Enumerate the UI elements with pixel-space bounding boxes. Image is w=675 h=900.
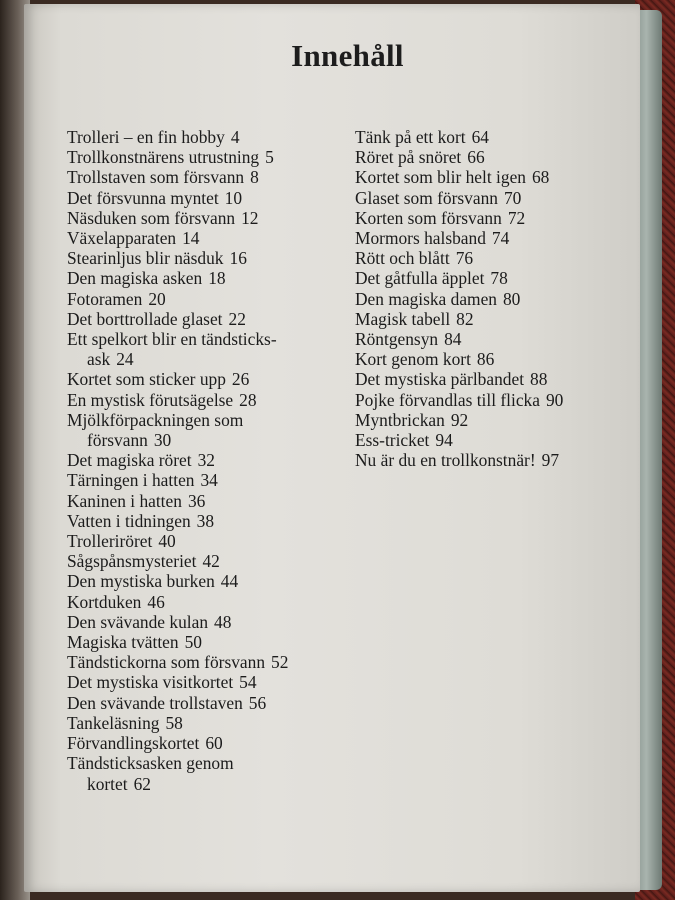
toc-entry-title: Det mystiska pärlbandet	[355, 369, 525, 390]
toc-entry-title: Tändsticksasken genom	[67, 753, 234, 774]
toc-entry	[355, 450, 625, 470]
toc-entry-title: Stearinljus blir näsduk	[67, 248, 224, 269]
toc-entry-title: Korten som försvann	[355, 207, 502, 228]
toc-entry-title: Trollstaven som försvann	[67, 167, 245, 188]
toc-page-number: 80	[502, 288, 521, 309]
toc-page-number: 56	[248, 692, 267, 713]
toc-page-number: 97	[541, 450, 560, 471]
toc-page-number: 8	[250, 167, 259, 188]
toc-entry-title: Glaset som försvann	[355, 187, 498, 208]
toc-entry-title: Den magiska asken	[67, 268, 203, 289]
toc-entry	[67, 531, 357, 551]
toc-entry	[67, 329, 357, 369]
toc-entry	[67, 571, 357, 591]
toc-entry	[67, 167, 357, 187]
toc-entry	[355, 127, 625, 147]
toc-page-number: 90	[545, 389, 564, 410]
toc-entry-title: Ett spelkort blir en tändsticks-	[67, 329, 277, 350]
toc-page-number: 12	[241, 207, 259, 228]
toc-entry-title: Röntgensyn	[355, 329, 439, 350]
toc-page-number: 76	[455, 248, 474, 269]
toc-page-number: 94	[435, 430, 453, 451]
toc-entry	[67, 592, 357, 612]
toc-page-number: 34	[200, 470, 218, 491]
toc-entry	[67, 390, 357, 410]
toc-entry-title: Magisk tabell	[355, 308, 451, 329]
toc-entry	[67, 289, 357, 309]
toc-entry-title: Myntbrickan	[355, 409, 445, 430]
toc-entry-title: Det magiska röret	[67, 450, 192, 471]
toc-entry-title: Vatten i tidningen	[67, 510, 191, 531]
toc-entry	[355, 208, 625, 228]
toc-page-number: 74	[491, 228, 510, 249]
toc-entry	[355, 430, 625, 450]
toc-entry-continuation	[67, 774, 357, 794]
toc-entry-title: Växelapparaten	[67, 228, 177, 249]
toc-entry-title: Nu är du en trollkonstnär!	[355, 450, 536, 471]
toc-entry-title: Tärningen i hatten	[67, 470, 195, 491]
toc-page-number: 20	[148, 288, 166, 309]
toc-page-number: 54	[239, 672, 257, 693]
toc-entry-title: Det mystiska visitkortet	[67, 672, 234, 693]
toc-entry	[67, 612, 357, 632]
toc-entry	[67, 228, 357, 248]
toc-entry	[67, 753, 357, 793]
toc-entry	[67, 491, 357, 511]
toc-page-number: 10	[224, 187, 243, 208]
toc-page-number: 84	[444, 329, 462, 350]
toc-page-number: 26	[231, 369, 250, 390]
toc-entry-continuation	[67, 349, 357, 369]
toc-page-number: 28	[239, 389, 257, 410]
toc-page-number: 48	[214, 611, 232, 632]
toc-entry-title: Det borttrollade glaset	[67, 308, 223, 329]
toc-page-number: 40	[158, 531, 176, 552]
toc-page-number: 32	[197, 450, 215, 471]
toc-entry-title: Kortduken	[67, 591, 142, 612]
toc-entry	[67, 127, 357, 147]
toc-page-number: 50	[184, 632, 202, 653]
toc-page-number: 68	[531, 167, 550, 188]
toc-entry-title-continued: kortet	[87, 773, 128, 794]
toc-entry-title: Ess-tricket	[355, 430, 430, 451]
toc-page-number: 44	[220, 571, 239, 592]
toc-entry	[67, 208, 357, 228]
toc-page-number: 30	[153, 430, 172, 451]
toc-page-number: 14	[182, 228, 200, 249]
toc-entry	[67, 369, 357, 389]
toc-entry-title: Trolleriröret	[67, 531, 153, 552]
toc-entry	[355, 369, 625, 389]
toc-entry-title-continued: ask	[87, 349, 111, 370]
toc-page-number: 16	[229, 248, 247, 269]
toc-entry-title: Tankeläsning	[67, 712, 160, 733]
toc-entry	[355, 228, 625, 248]
toc-entry-title: Kort genom kort	[355, 349, 471, 370]
toc-page-number: 82	[456, 308, 474, 329]
toc-page-number: 62	[133, 773, 151, 794]
toc-entry	[67, 733, 357, 753]
toc-entry	[67, 309, 357, 329]
toc-page-number: 38	[196, 510, 215, 531]
toc-entry	[67, 672, 357, 692]
toc-entry-title: Det försvunna myntet	[67, 187, 219, 208]
toc-entry	[355, 410, 625, 430]
toc-entry	[355, 390, 625, 410]
page-title: Innehåll	[291, 38, 404, 73]
toc-entry-title: Mjölkförpackningen som	[67, 409, 244, 430]
toc-page-number: 4	[230, 127, 240, 147]
toc-entry	[67, 632, 357, 652]
toc-page-number: 64	[471, 127, 489, 147]
toc-entry-title: Det gåtfulla äpplet	[355, 268, 485, 289]
toc-entry-continuation	[67, 430, 357, 450]
toc-entry	[67, 147, 357, 167]
toc-page-number: 22	[228, 308, 246, 329]
toc-entry	[355, 349, 625, 369]
toc-column-left	[67, 127, 357, 794]
toc-entry-title: Näsduken som försvann	[67, 207, 236, 228]
toc-entry	[355, 289, 625, 309]
toc-page-number: 24	[116, 349, 134, 370]
toc-entry	[67, 713, 357, 733]
toc-entry	[355, 309, 625, 329]
toc-page-number: 88	[530, 369, 548, 390]
toc-entry-title: En mystisk förutsägelse	[67, 389, 234, 410]
toc-page-number: 66	[467, 147, 485, 168]
toc-page-number: 70	[503, 187, 522, 208]
toc-entry-title: Den svävande trollstaven	[67, 692, 243, 713]
toc-entry	[67, 693, 357, 713]
toc-page-number: 72	[507, 207, 526, 228]
toc-entry	[67, 410, 357, 450]
toc-page-number: 78	[490, 268, 508, 289]
toc-entry	[67, 268, 357, 288]
toc-page-number: 60	[205, 733, 223, 754]
toc-page-number: 86	[476, 349, 495, 370]
toc-entry	[67, 248, 357, 268]
toc-entry-title: Tänk på ett kort	[355, 127, 466, 147]
toc-entry-title: Den mystiska burken	[67, 571, 215, 592]
toc-page-number: 18	[208, 268, 226, 289]
toc-page-number: 5	[265, 147, 274, 168]
toc-entry-title: Den svävande kulan	[67, 611, 209, 632]
toc-entry-title: Kaninen i hatten	[67, 490, 182, 511]
toc-entry	[355, 188, 625, 208]
toc-entry-title: Rött och blått	[355, 248, 450, 269]
toc-page-number: 58	[165, 712, 183, 733]
toc-entry-title: Förvandlingskortet	[67, 733, 200, 754]
toc-page-number: 92	[450, 409, 469, 430]
toc-entry-title-continued: försvann	[87, 430, 148, 451]
toc-entry	[67, 551, 357, 571]
toc-entry-title: Trollkonstnärens utrustning	[67, 147, 260, 168]
toc-page-number: 36	[187, 490, 206, 511]
toc-entry-title: Sågspånsmysteriet	[67, 551, 197, 572]
toc-entry-title: Mormors halsband	[355, 228, 486, 249]
toc-entry	[67, 511, 357, 531]
toc-page-number: 52	[271, 652, 289, 673]
toc-entry-title: Den magiska damen	[355, 288, 497, 309]
toc-entry	[67, 652, 357, 672]
toc-column-right	[355, 127, 625, 470]
toc-entry-title: Kortet som blir helt igen	[355, 167, 526, 188]
toc-entry	[355, 147, 625, 167]
toc-entry-title: Fotoramen	[67, 288, 143, 309]
toc-page-number: 46	[147, 591, 165, 612]
toc-entry-title: Röret på snöret	[355, 147, 462, 168]
toc-entry	[355, 329, 625, 349]
toc-entry	[67, 188, 357, 208]
toc-entry-title: Kortet som sticker upp	[67, 369, 226, 390]
toc-entry	[355, 167, 625, 187]
toc-entry	[355, 248, 625, 268]
toc-entry-title: Pojke förvandlas till flicka	[355, 389, 540, 410]
toc-entry	[67, 450, 357, 470]
toc-entry-title: Magiska tvätten	[67, 632, 179, 653]
toc-entry-title: Trolleri – en fin hobby	[67, 127, 225, 147]
toc-entry	[355, 268, 625, 288]
toc-page-number: 42	[202, 551, 220, 572]
toc-entry	[67, 470, 357, 490]
toc-entry-title: Tändstickorna som försvann	[67, 652, 266, 673]
